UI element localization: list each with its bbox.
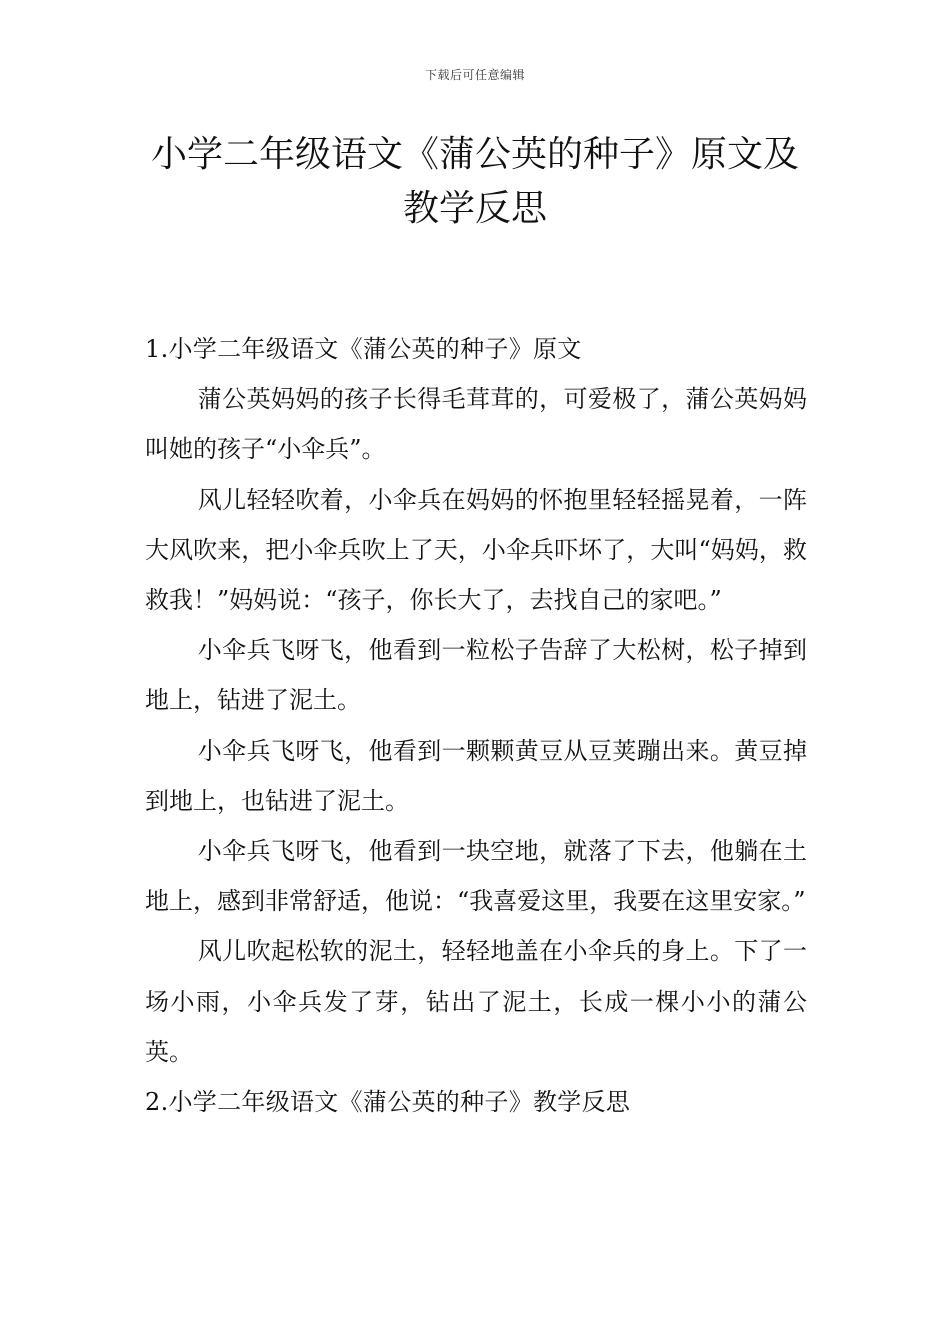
title-line-1: 小学二年级语文《蒲公英的种子》原文及	[150, 134, 799, 175]
section-1-heading: 1.小学二年级语文《蒲公英的种子》原文	[145, 335, 582, 363]
section-2-heading: 2.小学二年级语文《蒲公英的种子》教学反思	[145, 1088, 631, 1117]
paragraph-6: 风儿吹起松软的泥土，轻轻地盖在小伞兵的身上。下了一场小雨，小伞兵发了芽，钻出了泥土，长成一棵小小的蒲公英。	[145, 937, 807, 1066]
paragraph-5: 小伞兵飞呀飞，他看到一块空地，就落了下去，他躺在土地上，感到非常舒适，他说：“我喜爱这里，我要在这里安家。”	[145, 837, 807, 916]
document-title	[120, 128, 830, 236]
paragraph-1: 蒲公英妈妈的孩子长得毛茸茸的，可爱极了，蒲公英妈妈叫她的孩子“小伞兵”。	[145, 385, 807, 464]
paragraph-2: 风儿轻轻吹着，小伞兵在妈妈的怀抱里轻轻摇晃着，一阵大风吹来，把小伞兵吹上了天，小伞兵吓坏了，大叫“妈妈，救救我！”妈妈说：“孩子，你长大了，去找自己的家吧。”	[145, 485, 807, 615]
header-note: 下载后可任意编辑	[424, 68, 525, 82]
paragraph-3: 小伞兵飞呀飞，他看到一粒松子告辞了大松树，松子掉到地上，钻进了泥土。	[145, 636, 807, 715]
document-body	[145, 324, 807, 1127]
paragraph-4: 小伞兵飞呀飞，他看到一颗颗黄豆从豆荚蹦出来。黄豆掉到地上，也钻进了泥土。	[145, 736, 807, 815]
title-line-2: 教学反思	[402, 188, 547, 229]
